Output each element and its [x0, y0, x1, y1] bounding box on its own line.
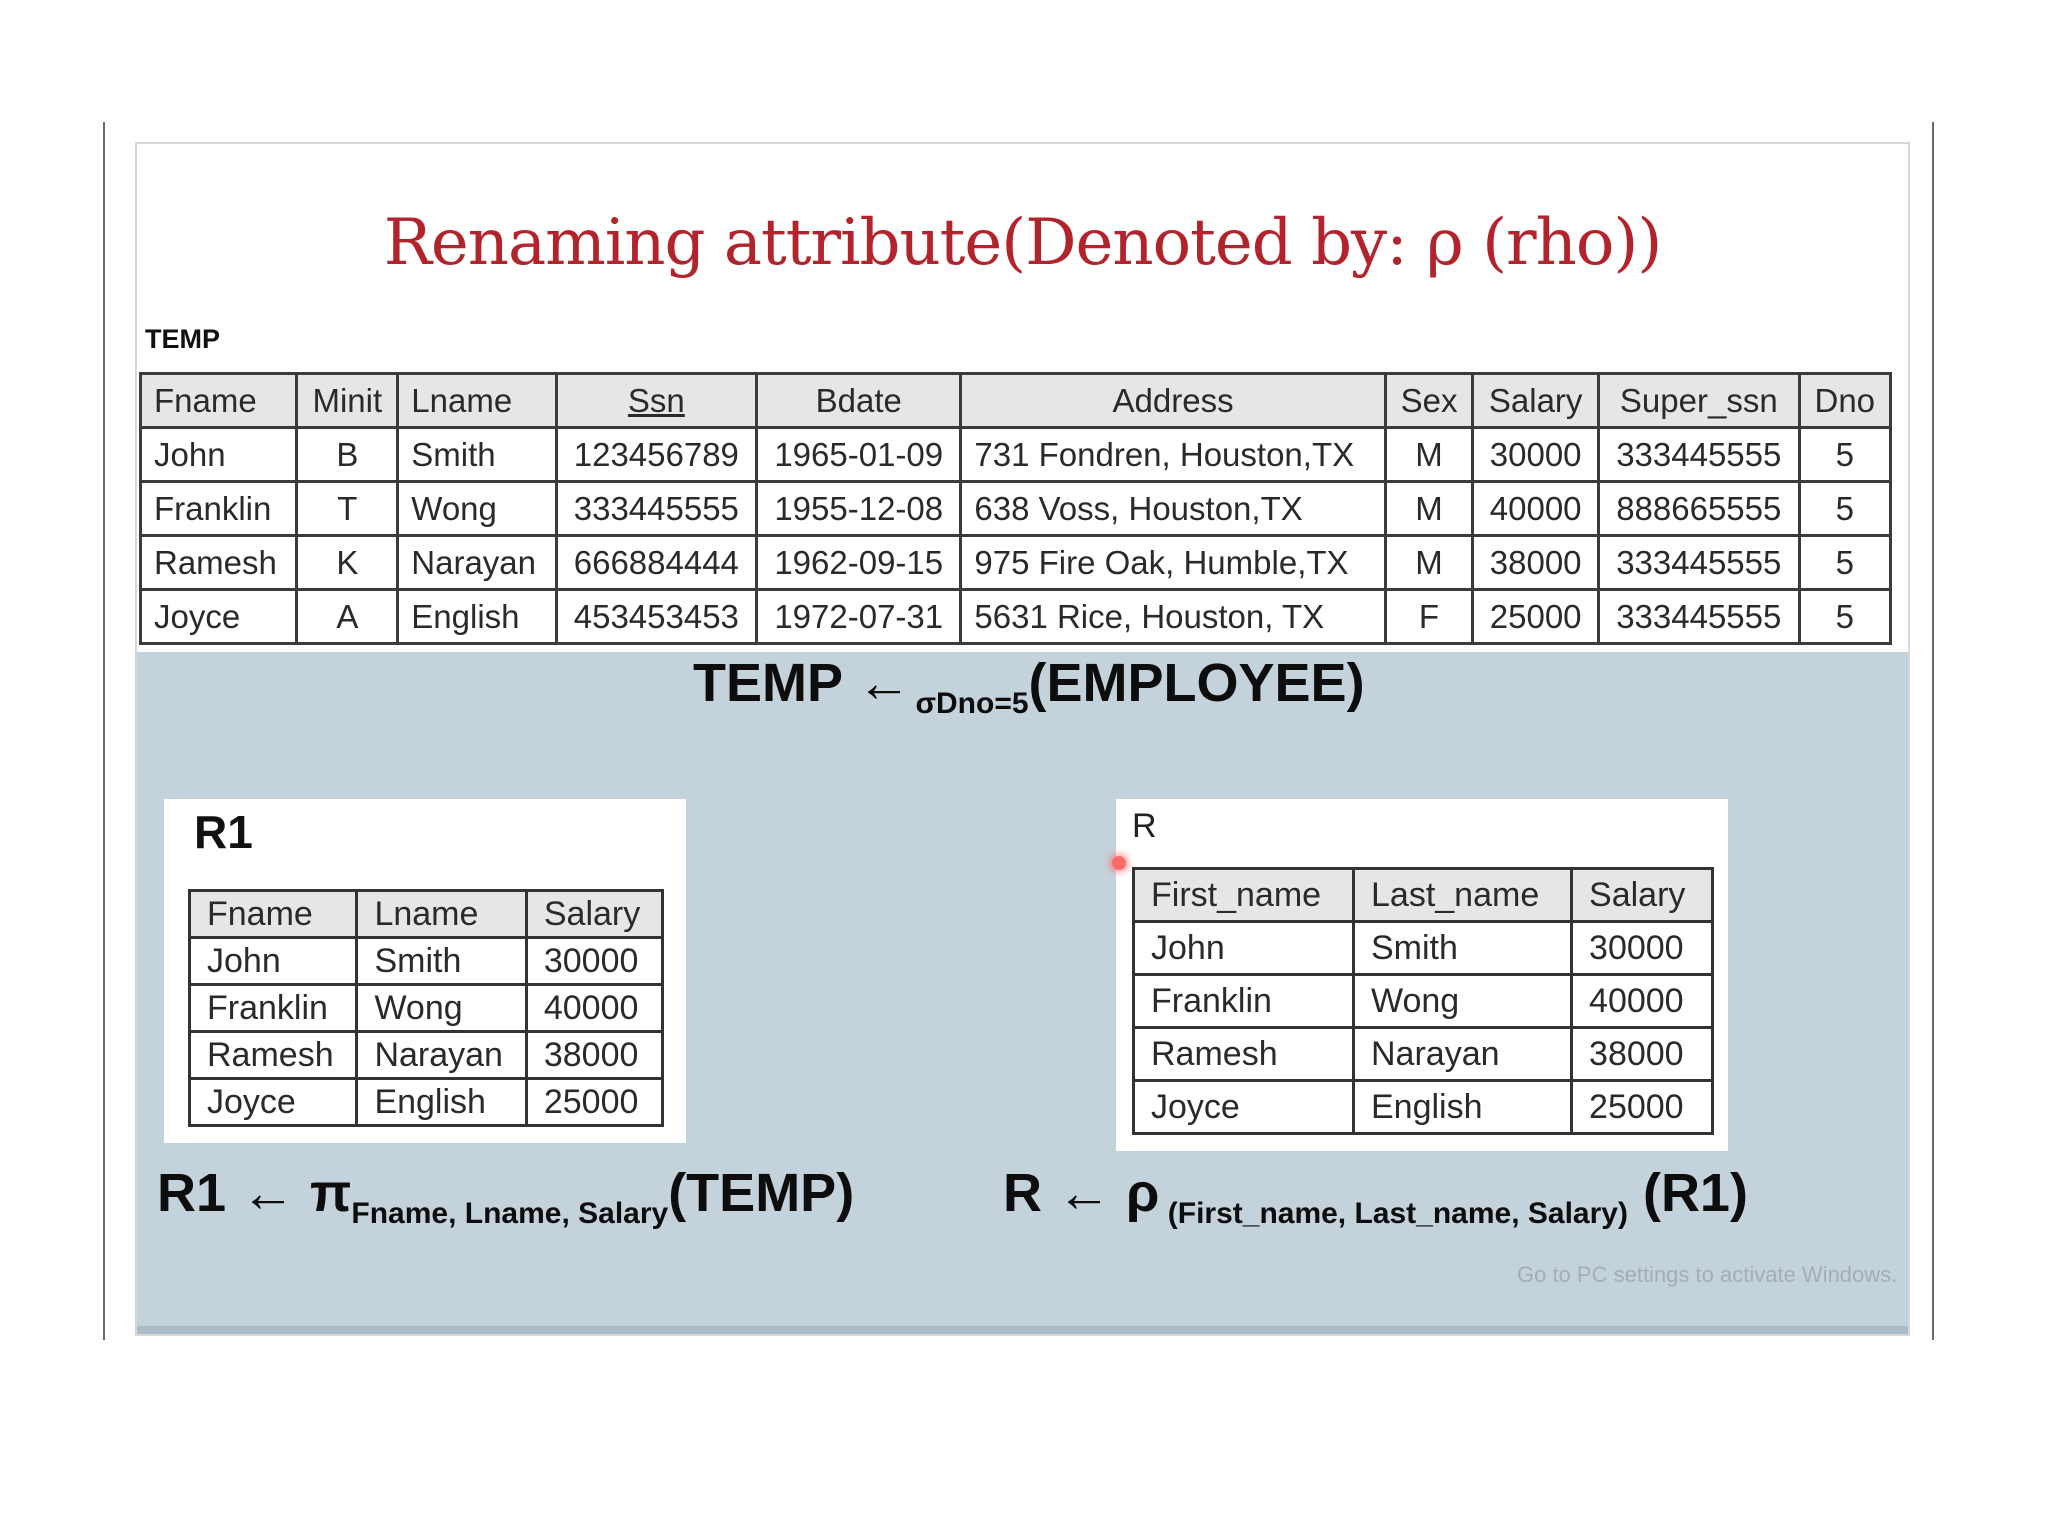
- cell-fname: Joyce: [141, 590, 297, 644]
- cell-salary: 30000: [526, 938, 662, 985]
- projection-expression: [157, 1162, 854, 1231]
- cell-minit: K: [297, 536, 398, 590]
- cell-super-ssn: 333445555: [1599, 536, 1800, 590]
- cell-lname: Wong: [398, 482, 556, 536]
- cell-last-name: Wong: [1354, 975, 1572, 1028]
- cell-sex: F: [1385, 590, 1473, 644]
- cell-last-name: Smith: [1354, 922, 1572, 975]
- rename-expression-lhs: R ← ρ: [1003, 1163, 1160, 1223]
- pointer-highlight: [1112, 856, 1126, 870]
- r1-label: R1: [194, 806, 253, 858]
- cell-salary: 25000: [1473, 590, 1599, 644]
- rename-expression-attributes: (First_name, Last_name, Salary): [1159, 1197, 1628, 1230]
- cell-dno: 5: [1799, 536, 1890, 590]
- table-row: [190, 938, 663, 985]
- header-ssn-key: Ssn: [627, 381, 685, 419]
- cell-bdate: 1972-07-31: [757, 590, 961, 644]
- table-row: [1134, 922, 1713, 975]
- cell-dno: 5: [1799, 590, 1890, 644]
- rename-expression-relation: (R1): [1627, 1163, 1748, 1223]
- cell-dno: 5: [1799, 482, 1890, 536]
- cell-salary: 30000: [1572, 922, 1713, 975]
- header-address: Address: [961, 374, 1385, 428]
- projection-expression-lhs: R1 ← π: [157, 1163, 352, 1223]
- cell-lname: Smith: [398, 428, 556, 482]
- cell-dno: 5: [1799, 428, 1890, 482]
- cell-last-name: Narayan: [1354, 1028, 1572, 1081]
- cell-super-ssn: 888665555: [1599, 482, 1800, 536]
- header-bdate: Bdate: [757, 374, 961, 428]
- projection-expression-attributes: Fname, Lname, Salary: [351, 1197, 669, 1230]
- cell-fname: John: [190, 938, 357, 985]
- cell-fname: Ramesh: [190, 1032, 357, 1079]
- table-row: [141, 482, 1891, 536]
- header-dno: Dno: [1799, 374, 1890, 428]
- cell-fname: Ramesh: [141, 536, 297, 590]
- cell-lname: Wong: [357, 985, 526, 1032]
- temp-table-header-row: [141, 374, 1891, 428]
- cell-address: 731 Fondren, Houston,TX: [961, 428, 1385, 482]
- header-super-ssn: Super_ssn: [1599, 374, 1800, 428]
- cell-salary: 40000: [1572, 975, 1713, 1028]
- slide: [135, 142, 1910, 1336]
- cell-lname: English: [357, 1079, 526, 1126]
- cell-lname: English: [398, 590, 556, 644]
- cell-fname: John: [141, 428, 297, 482]
- cell-ssn: 453453453: [556, 590, 757, 644]
- table-row: [141, 590, 1891, 644]
- selection-expression-lhs: TEMP ←: [693, 653, 912, 713]
- r-table: [1132, 867, 1714, 1135]
- cell-salary: 30000: [1473, 428, 1599, 482]
- cell-lname: Smith: [357, 938, 526, 985]
- header-fname: Fname: [141, 374, 297, 428]
- cell-ssn: 333445555: [556, 482, 757, 536]
- cell-salary: 40000: [1473, 482, 1599, 536]
- cell-salary: 38000: [1572, 1028, 1713, 1081]
- cell-minit: A: [297, 590, 398, 644]
- cell-ssn: 123456789: [556, 428, 757, 482]
- r-header-row: [1134, 869, 1713, 922]
- cell-salary: 38000: [526, 1032, 662, 1079]
- r1-table: [188, 889, 664, 1127]
- cell-bdate: 1955-12-08: [757, 482, 961, 536]
- cell-salary: 25000: [526, 1079, 662, 1126]
- cell-super-ssn: 333445555: [1599, 428, 1800, 482]
- header-sex: Sex: [1385, 374, 1473, 428]
- frame-left-border: [103, 122, 105, 1340]
- cell-first-name: Joyce: [1134, 1081, 1354, 1134]
- header-ssn: [556, 374, 757, 428]
- cell-first-name: Franklin: [1134, 975, 1354, 1028]
- table-row: [190, 985, 663, 1032]
- cell-address: 638 Voss, Houston,TX: [961, 482, 1385, 536]
- table-row: [1134, 975, 1713, 1028]
- temp-table: [139, 372, 1892, 645]
- cell-lname: Narayan: [398, 536, 556, 590]
- slide-bottom-edge: [137, 1326, 1908, 1334]
- cell-fname: Joyce: [190, 1079, 357, 1126]
- cell-address: 975 Fire Oak, Humble,TX: [961, 536, 1385, 590]
- table-row: [190, 1079, 663, 1126]
- cell-bdate: 1965-01-09: [757, 428, 961, 482]
- windows-activation-watermark: Go to PC settings to activate Windows.: [1517, 1262, 1898, 1287]
- selection-expression-condition: σDno=5: [915, 687, 1029, 720]
- cell-minit: T: [297, 482, 398, 536]
- projection-expression-relation: (TEMP): [668, 1163, 855, 1223]
- r-label: R: [1132, 807, 1157, 845]
- cell-last-name: English: [1354, 1081, 1572, 1134]
- header-salary: Salary: [526, 891, 662, 938]
- cell-salary: 40000: [526, 985, 662, 1032]
- r1-panel: [164, 799, 686, 1143]
- header-salary: Salary: [1473, 374, 1599, 428]
- cell-salary: 25000: [1572, 1081, 1713, 1134]
- cell-bdate: 1962-09-15: [757, 536, 961, 590]
- r1-header-row: [190, 891, 663, 938]
- rename-expression: [1003, 1162, 1748, 1231]
- temp-table-label: TEMP: [145, 324, 221, 354]
- frame-right-border: [1932, 122, 1934, 1340]
- table-row: [1134, 1028, 1713, 1081]
- selection-expression-relation: (EMPLOYEE): [1028, 653, 1365, 713]
- header-first-name: First_name: [1134, 869, 1354, 922]
- header-lname: Lname: [357, 891, 526, 938]
- cell-sex: M: [1385, 428, 1473, 482]
- cell-sex: M: [1385, 536, 1473, 590]
- cell-super-ssn: 333445555: [1599, 590, 1800, 644]
- cell-sex: M: [1385, 482, 1473, 536]
- cell-salary: 38000: [1473, 536, 1599, 590]
- cell-first-name: Ramesh: [1134, 1028, 1354, 1081]
- slide-title: Renaming attribute(Denoted by: ρ (rho)): [383, 206, 1662, 280]
- header-fname: Fname: [190, 891, 357, 938]
- cell-ssn: 666884444: [556, 536, 757, 590]
- table-row: [190, 1032, 663, 1079]
- header-salary: Salary: [1572, 869, 1713, 922]
- cell-minit: B: [297, 428, 398, 482]
- table-row: [141, 428, 1891, 482]
- cell-first-name: John: [1134, 922, 1354, 975]
- r-panel: [1116, 799, 1728, 1151]
- header-minit: Minit: [297, 374, 398, 428]
- cell-fname: Franklin: [141, 482, 297, 536]
- selection-expression: [693, 652, 1365, 721]
- table-row: [141, 536, 1891, 590]
- cell-fname: Franklin: [190, 985, 357, 1032]
- header-lname: Lname: [398, 374, 556, 428]
- table-row: [1134, 1081, 1713, 1134]
- cell-address: 5631 Rice, Houston, TX: [961, 590, 1385, 644]
- header-last-name: Last_name: [1354, 869, 1572, 922]
- cell-lname: Narayan: [357, 1032, 526, 1079]
